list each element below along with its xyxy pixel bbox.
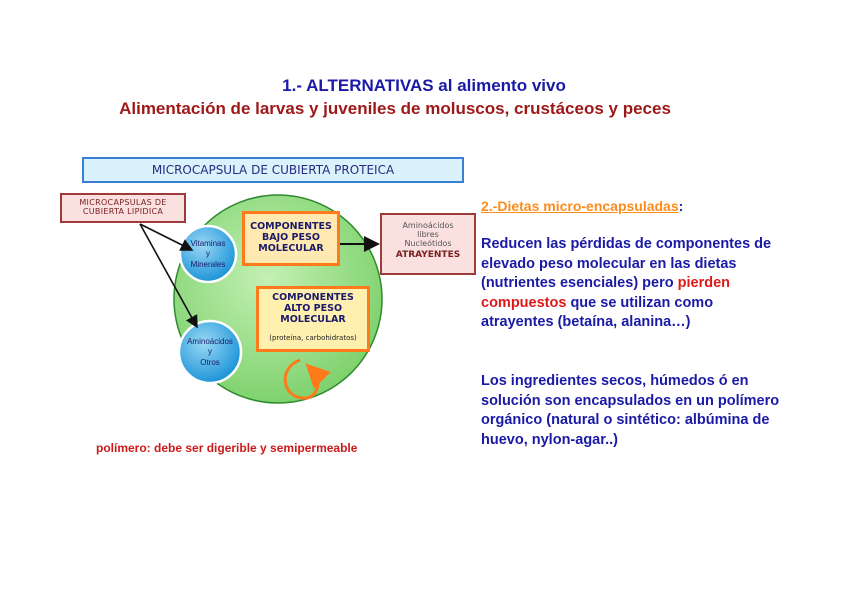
lipid-line-1: MICROCAPSULAS DE (79, 198, 167, 207)
page-subtitle: Alimentación de larvas y juveniles de moluscos, crustáceos y peces (119, 99, 671, 118)
page-title: 1.- ALTERNATIVAS al alimento vivo (282, 76, 566, 95)
paragraph-ingredients: Los ingredientes secos, húmedos ó en solución son encapsulados en un polímero orgánico (natural o sintético: albúmina de huevo, nylon-agar..) (481, 373, 780, 448)
aminoacids-label: Aminoácidos y Otros (187, 337, 233, 367)
paragraph-losses: Reducen las pérdidas de componentes de elevado peso molecular en las dietas (nutrientes esenciales) pero pierden compuestos que se utilizan como atrayentes (betaína, alanina…) (481, 236, 772, 330)
section-heading: 2.-Dietas micro-encapsuladas: (481, 198, 684, 214)
section-heading-text: 2.-Dietas micro-encapsuladas (481, 198, 679, 214)
lipid-line-2: CUBIERTA LIPIDICA (82, 207, 164, 217)
microcapsule-lipid-box (60, 193, 186, 223)
attractants-label: ATRAYENTES (395, 249, 461, 260)
high-weight-note: (proteína, carbohidratos) (269, 333, 357, 342)
vitamins-label: Vitaminas y Minerales (190, 239, 226, 269)
polymer-note: polímero: debe ser digerible y semipermeable (96, 441, 358, 455)
highlight-pierden: pierden compuestos (481, 275, 730, 311)
microcapsule-protein-label: MICROCAPSULA DE CUBIERTA PROTEICA (82, 157, 464, 183)
high-weight-components-box: COMPONENTES ALTO PESO MOLECULAR (proteína, carbohidratos) (256, 286, 370, 352)
low-weight-components-box: COMPONENTES BAJO PESO MOLECULAR (242, 211, 340, 266)
attractants-box: Aminoácidos libres Nucleótidos ATRAYENTES (380, 213, 476, 275)
